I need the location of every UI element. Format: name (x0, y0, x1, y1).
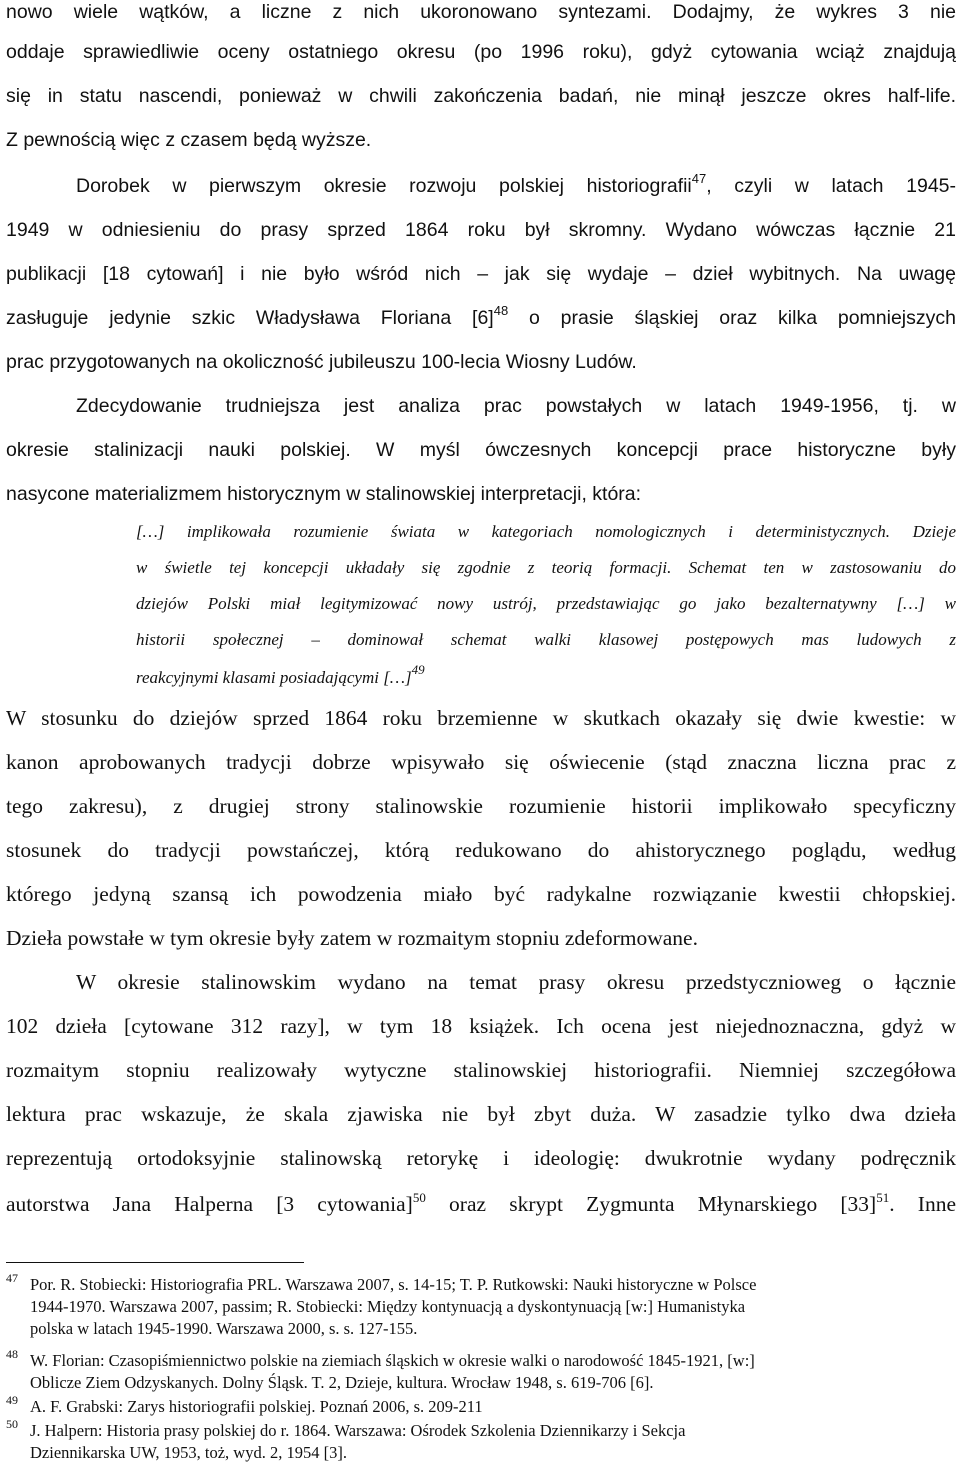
body-line: nasycone materializmem historycznym w stalinowskiej interpretacji, która: (6, 483, 642, 505)
body-line: okresie stalinizacji nauki polskiej. W myśl ówczesnych koncepcji prace historyczne były (6, 439, 956, 461)
body-line: reprezentują ortodoksyjnie stalinowską retorykę i ideologię: dwukrotnie wydany podręcznik (6, 1146, 956, 1170)
body-line: publikacji [18 cytowań] i nie było wśród nich – jak się wydaje – dzieł wybitnych. Na uwagę (6, 263, 956, 285)
quote-line: dziejów Polski miał legitymizować nowy ustrój, przedstawiając go jako bezalternatywny […] w (136, 594, 956, 613)
footnote-ref-49[interactable]: 49 (411, 662, 425, 677)
footnote-separator (6, 1262, 304, 1263)
footnote-ref-51[interactable]: 51 (876, 1190, 890, 1205)
body-line: 1949 w odniesieniu do prasy sprzed 1864 roku był skromny. Wydano wówczas łącznie 21 (6, 219, 956, 241)
body-line: rozmaitym stopniu realizowały wytyczne stalinowskiej historiografii. Niemniej szczegółowa (6, 1058, 956, 1082)
footnote-ref-50[interactable]: 50 (412, 1190, 426, 1205)
body-line: nowo wiele wątków, a liczne z nich ukoronowano syntezami. Dodajmy, że wykres 3 nie (6, 1, 956, 23)
footnote-ref-48[interactable]: 48 (493, 303, 509, 318)
body-line: Zdecydowanie trudniejsza jest analiza prac powstałych w latach 1949-1956, tj. w (76, 395, 956, 417)
body-line: lektura prac wskazuje, że skala zjawiska nie był zbyt duża. W zasadzie tylko dwa dzieła (6, 1102, 956, 1126)
document-page: nowo wiele wątków, a liczne z nich ukoronowano syntezami. Dodajmy, że wykres 3 nie oddaje sprawiedliwie oceny ostatniego okresu (po 1996 roku), gdyż cytowania wciąż znajdują się in statu nascendi, ponieważ w chwili zakończenia badań, nie minął jeszcze okres half-life. Z pewnością więc z czasem będą wyższe. Dorobek w pierwszym okresie rozwoju polskiej historiografii$^{47}$, czyli w latach 1945- 1949 w odniesieniu do prasy sprzed 1864 roku był skromny. Wydano wówczas łącznie 21 publikacji [18 cytowań] i nie było wśród nich – jak się wydaje – dzieł wybitnych. Na uwagę zasługuje jedynie szkic Władysława Floriana $[6]^{48}$ o prasie śląskiej oraz kilka pomniejszych prac przygotowanych na okoliczność jubileuszu 100-lecia Wiosny Ludów. Zdecydowanie trudniejsza jest analiza prac powstałych w latach 1949-1956, tj. w okresie stalinizacji nauki polskiej. W myśl ówczesnych koncepcji prace historyczne były nasycone materializmem historycznym w stalinowskiej interpretacji, która: […] implikowała rozumienie świata w kategoriach nomologicznych i deterministycznych. Dzieje w świetle tej koncepcji układały się zgodnie z teorią formacji. Schemat ten w zastosowaniu do dziejów Polski miał legitymizować nowy ustrój, przedstawiając go jako bezalternatywny […] w historii społecznej – dominował schemat walki klasowej postępowych mas ludowych z reakcyjnymi klasami posiadającymi […]$^{49}$ W stosunku do dziejów sprzed 1864 roku brzemienne w skutkach okazały się dwie kwestie: w kanon aprobowanych tradycji dobrze wpisywało się oświecenie (stąd znaczna liczna prac z tego zakresu), z drugiej strony stalinowskie rozumienie historii implikowało specyficzny stosunek do tradycji powstańczej, którą redukowano do ahistorycznego poglądu, według którego jedyną szansą ich powodzenia miało być radykalne rozwiązanie kwestii chłopskiej. Dzieła powstałe w tym okresie były zatem w rozmaitym stopniu zdeformowane. W okresie stalinowskim wydano na temat prasy okresu przedstycznioweg o łącznie 102 dzieła [cytowane 312 razy], w tym 18 książek. Ich ocena jest niejednoznaczna, gdyż w rozmaitym stopniu realizowały wytyczne stalinowskiej historiografii. Niemniej szczegółowa lektura prac wskazuje, że skala zjawiska nie był zbyt duża. W zasadzie tylko dwa dzieła reprezentują ortodoksyjnie stalinowską retorykę i ideologię: dwukrotnie wydany podręcznik autorstwa Jana Halperna [3 cytowania]$^{50}$ oraz skrypt Zygmunta Młynarskiego $[33]^{51}$. Inne 47 Por. R. Stobiecki: Historiografia PRL. Warszawa 2007, s. 14-15; T. P. Rutkowski: Nauki historyczne w Polsce 1944-1970. Warszawa 2007, passim; R. Stobiecki: Między kontynuacją a dyskontynuacją [w:] Humanistyka polska w latach 1945-1990. Warszawa 2000, s. s. 127-155. 48 W. Florian: Czasopiśmiennictwo polskie na ziemiach śląskich w okresie walki o narodowość 1845-1921, [w:] Oblicze Ziem Odzyskanych. Dolny Śląsk. T. 2, Dzieje, kultura. Wrocław 1948, s. 619-706 [6]. 49 A. F. Grabski: Zarys historiografii polskiej. Poznań 2006, s. 209-211 50 J. Halpern: Historia prasy polskiej do r. 1864. Warszawa: Ośrodek Szkolenia Dziennikarzy i Sekcja Dziennikarska UW, 1953, toż, wyd. 2, 1954 [3]. (0, 0, 960, 1468)
footnote-number: 50 (6, 1417, 18, 1431)
body-line: się in statu nascendi, ponieważ w chwili zakończenia badań, nie minął jeszcze okres half-life. (6, 85, 956, 107)
body-line: Z pewnością więc z czasem będą wyższe. (6, 129, 372, 151)
body-line: prac przygotowanych na okoliczność jubileuszu 100-lecia Wiosny Ludów. (6, 351, 637, 373)
footnote-number: 49 (6, 1393, 18, 1407)
body-line: 102 dzieła [cytowane 312 razy], w tym 18 książek. Ich ocena jest niejednoznaczna, gdyż w (6, 1014, 956, 1038)
quote-line: […] implikowała rozumienie świata w kategoriach nomologicznych i deterministycznych. Dzieje (136, 522, 956, 541)
quote-line: historii społecznej – dominował schemat walki klasowej postępowych mas ludowych z (136, 630, 956, 649)
body-line: zasługuje jedynie szkic Władysława Floriana $[6]^{48}$ o prasie śląskiej oraz kilka pomniejszych (6, 303, 956, 329)
body-line: autorstwa Jana Halperna [3 cytowania]$^{50}$ oraz skrypt Zygmunta Młynarskiego $[33]^{51}$. Inne (6, 1190, 957, 1216)
footnote-ref-47[interactable]: 47 (691, 171, 707, 186)
body-line: Dorobek w pierwszym okresie rozwoju polskiej historiografii$^{47}$, czyli w latach 1945- (76, 171, 956, 197)
body-line: oddaje sprawiedliwie oceny ostatniego okresu (po 1996 roku), gdyż cytowania wciąż znajdują (6, 41, 956, 63)
body-line: stosunek do tradycji powstańczej, którą redukowano do ahistorycznego poglądu, według (6, 838, 956, 862)
footnote-number: 48 (6, 1347, 18, 1361)
quote-line: reakcyjnymi klasami posiadającymi […]$^{49}$ (136, 662, 425, 687)
body-line: kanon aprobowanych tradycji dobrze wpisywało się oświecenie (stąd znaczna liczna prac z (6, 750, 956, 774)
body-line: Dzieła powstałe w tym okresie były zatem w rozmaitym stopniu zdeformowane. (6, 926, 698, 950)
body-line: W stosunku do dziejów sprzed 1864 roku brzemienne w skutkach okazały się dwie kwestie: w (6, 706, 956, 730)
body-line: tego zakresu), z drugiej strony stalinowskie rozumienie historii implikowało specyficzny (6, 794, 956, 818)
body-line: którego jedyną szansą ich powodzenia miało być radykalne rozwiązanie kwestii chłopskiej. (6, 882, 956, 906)
body-line: W okresie stalinowskim wydano na temat prasy okresu przedstycznioweg o łącznie (76, 970, 956, 994)
footnote-number: 47 (6, 1271, 18, 1285)
quote-line: w świetle tej koncepcji układały się zgodnie z teorią formacji. Schemat ten w zastosowaniu do (136, 558, 956, 577)
